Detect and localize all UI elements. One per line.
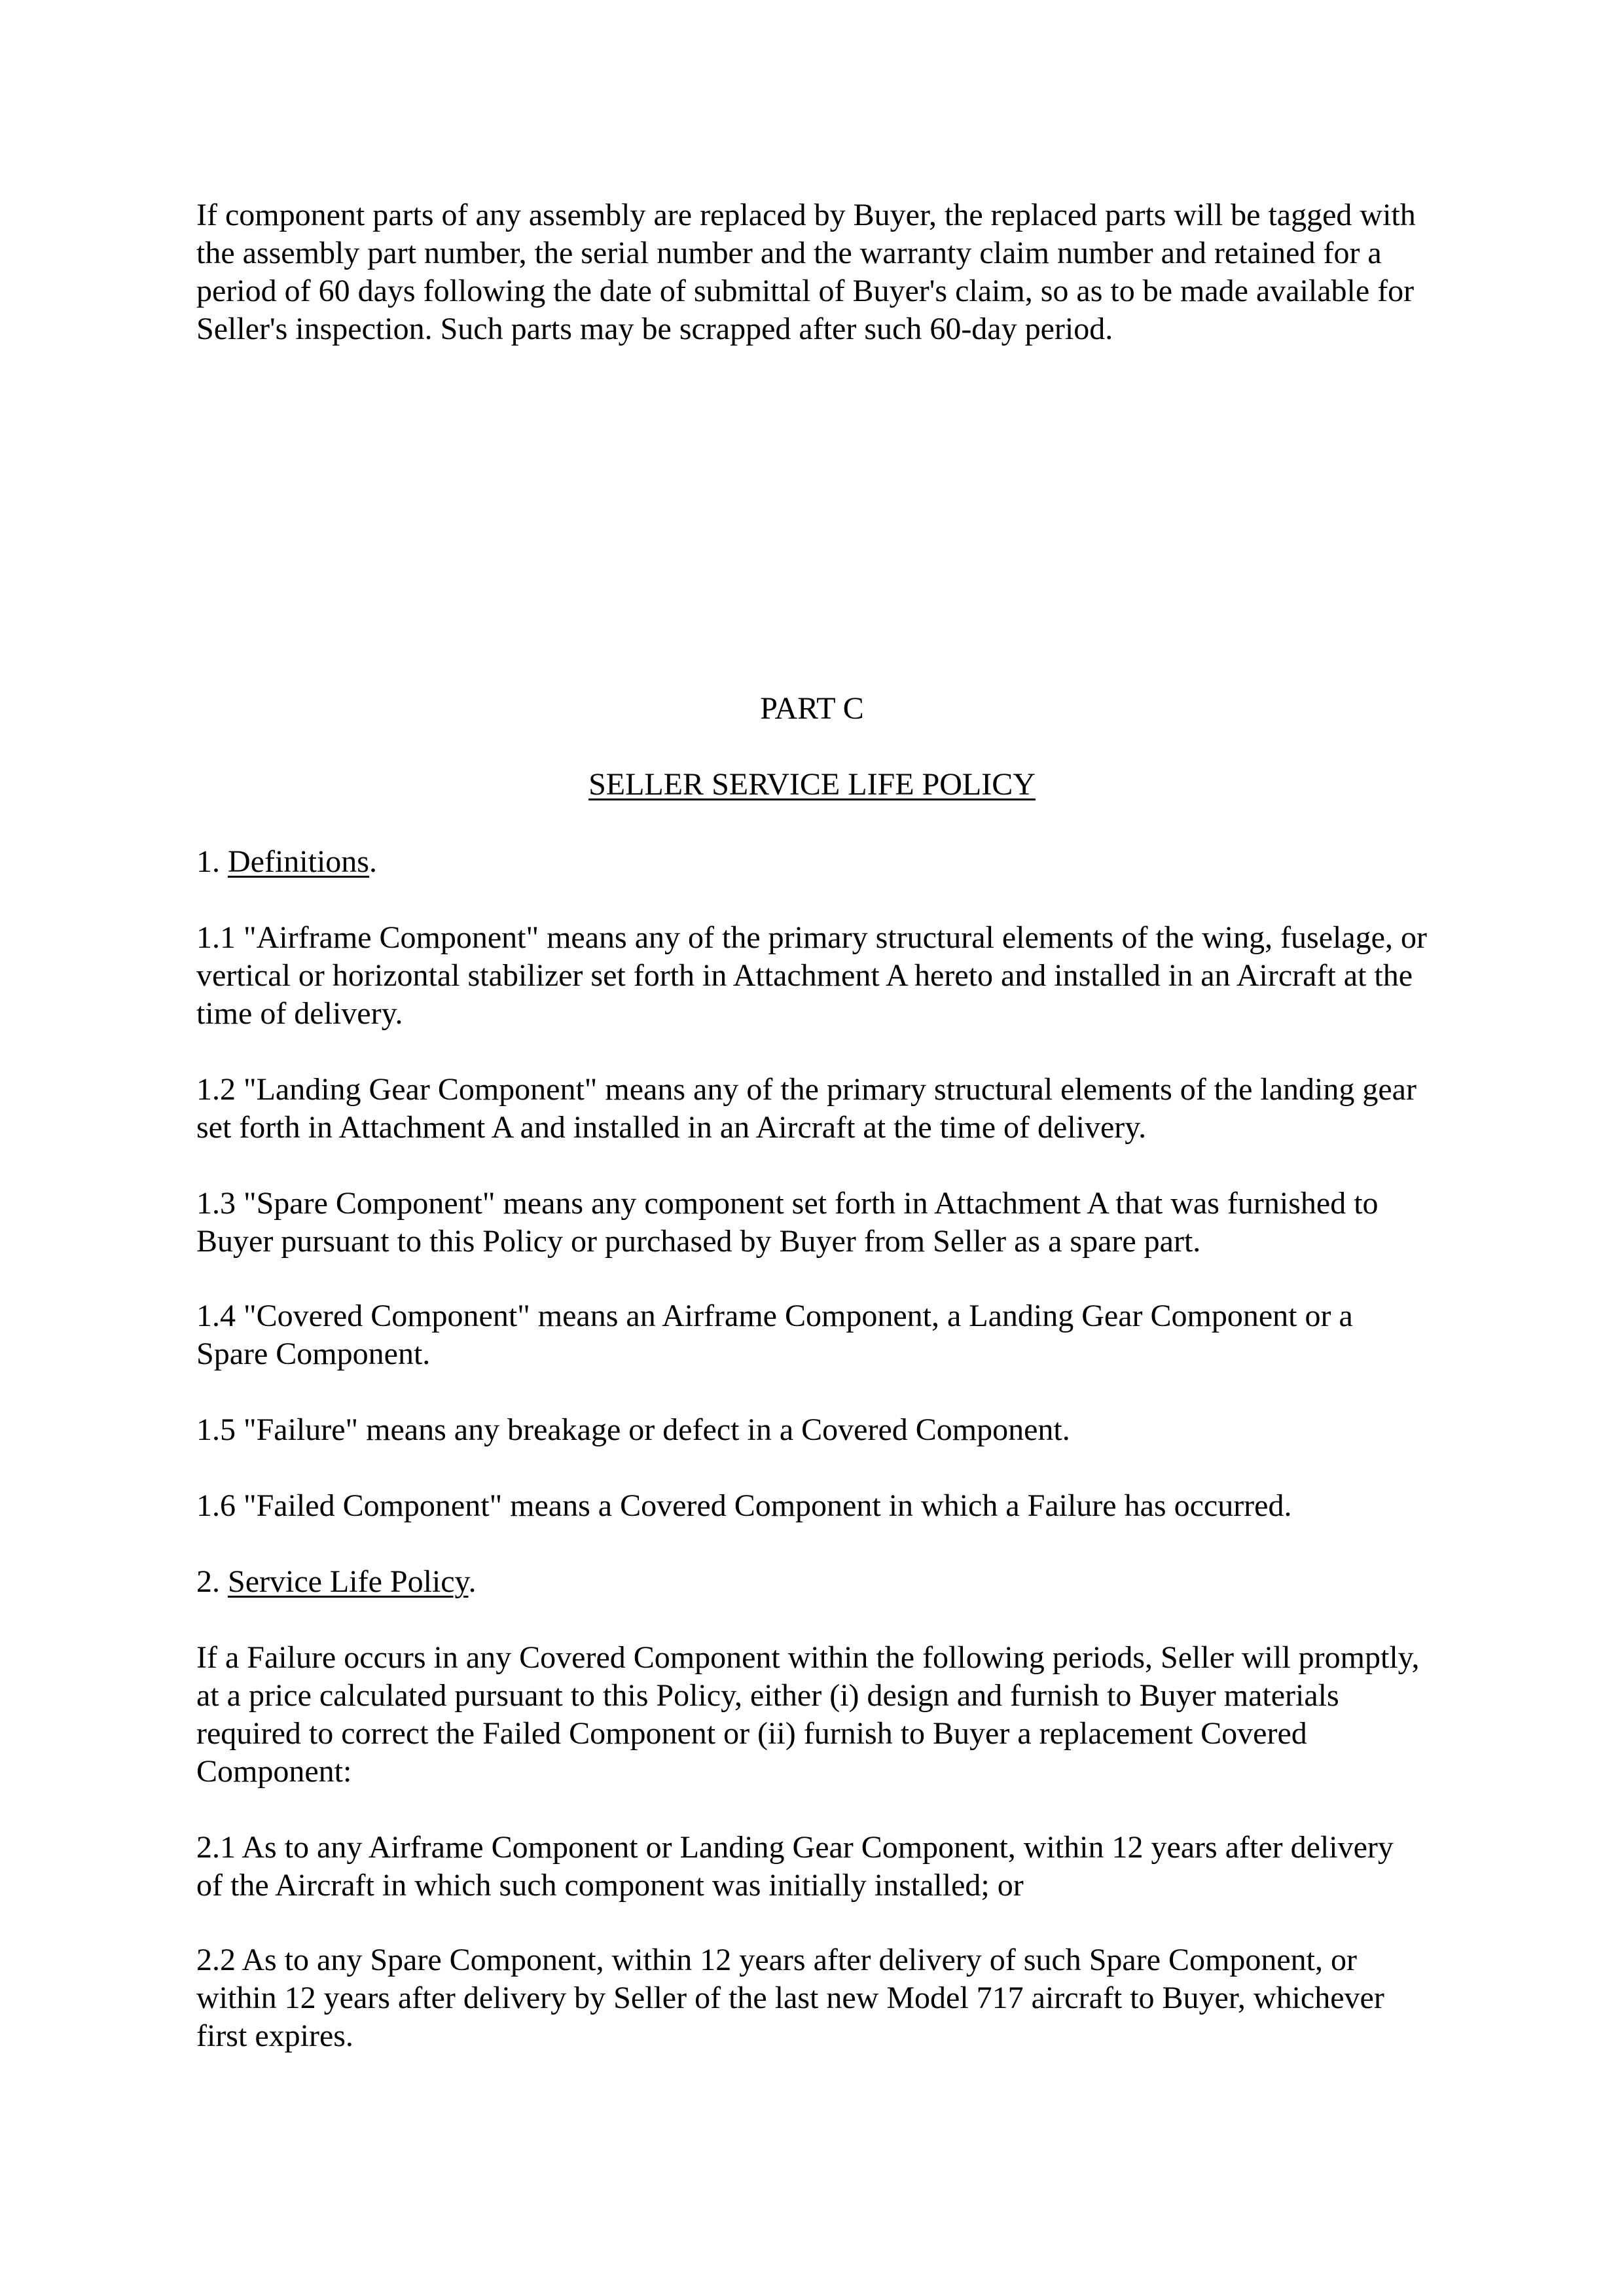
definition-1-6: 1.6 "Failed Component" means a Covered Component in which a Failure has occurred. (196, 1488, 1292, 1523)
section1-title: Definitions (228, 844, 369, 879)
definition-1-4: 1.4 "Covered Component" means an Airframe Component, a Landing Gear Component or a Spare Component. (196, 1299, 1353, 1371)
section1-heading (196, 843, 1427, 881)
intro-paragraph: If component parts of any assembly are replaced by Buyer, the replaced parts will be tagged with the assembly part number, the serial number and the warranty claim number and retained for a period of 60 days following the date of submittal of Buyer's claim, so as to be made available for Seller's inspection. Such parts may be scrapped after such 60-day period. (196, 198, 1416, 346)
section2-title: Service Life Policy (228, 1564, 469, 1599)
policy-2-2: 2.2 As to any Spare Component, within 12 years after delivery of such Spare Component, or within 12 years after delivery by Seller of the last new Model 717 aircraft to Buyer, whichever first expires. (196, 1943, 1384, 2053)
section2-suffix: . (468, 1564, 477, 1599)
policy-2-1: 2.1 As to any Airframe Component or Landing Gear Component, within 12 years after delivery of the Aircraft in which such component was initially installed; or (196, 1830, 1394, 1903)
section2-intro: If a Failure occurs in any Covered Component within the following periods, Seller will promptly, at a price calculated pursuant to this Policy, either (i) design and furnish to Buyer materials required to correct the Failed Component or (ii) furnish to Buyer a replacement Covered Component: (196, 1640, 1420, 1789)
section1-number: 1. (196, 844, 228, 879)
part-title (0, 766, 1624, 804)
definition-1-2: 1.2 "Landing Gear Component" means any of the primary structural elements of the landing gear set forth in Attachment A and installed in an Aircraft at the time of delivery. (196, 1072, 1416, 1145)
section2-number: 2. (196, 1564, 228, 1599)
definition-1-1: 1.1 "Airframe Component" means any of the primary structural elements of the wing, fuselage, or vertical or horizontal stabilizer set forth in Attachment A hereto and installed in an Aircraft at the time of delivery. (196, 920, 1427, 1031)
definition-1-3: 1.3 "Spare Component" means any component set forth in Attachment A that was furnished to Buyer pursuant to this Policy or purchased by Buyer from Seller as a spare part. (196, 1186, 1379, 1259)
section2-heading (196, 1563, 1427, 1601)
part-heading: PART C (760, 691, 864, 726)
part-title-text: SELLER SERVICE LIFE POLICY (588, 767, 1036, 802)
definition-1-5: 1.5 "Failure" means any breakage or defect in a Covered Component. (196, 1412, 1070, 1447)
section1-suffix: . (369, 844, 377, 879)
